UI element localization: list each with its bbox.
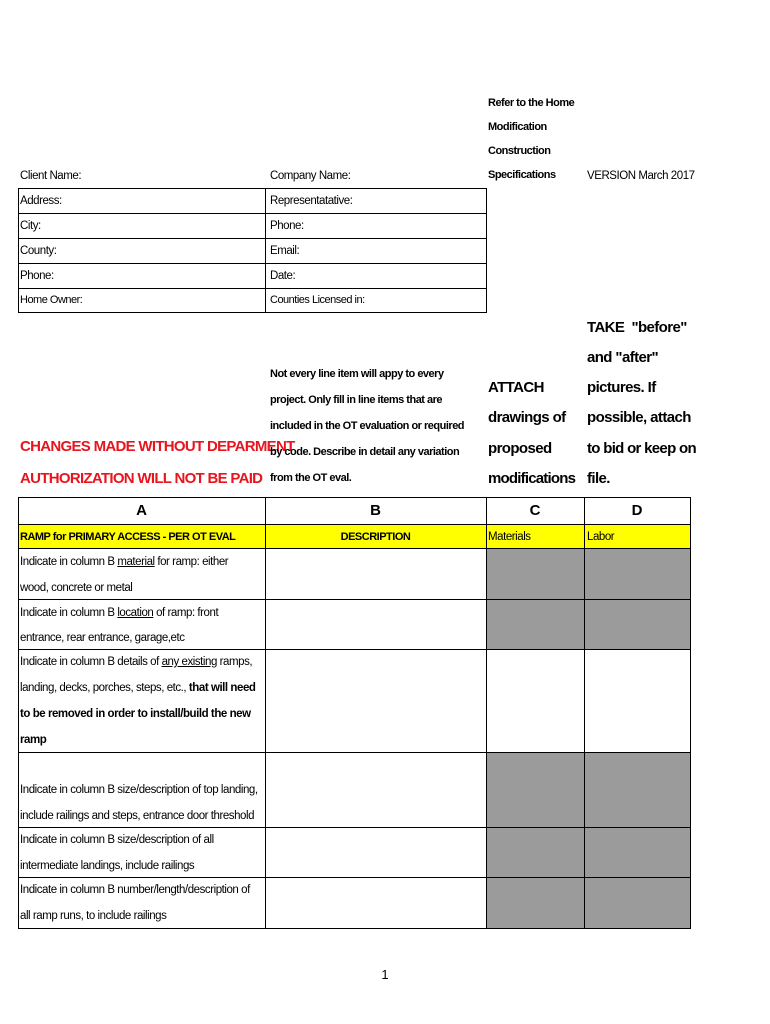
refer-note-line: Refer to the Home	[488, 97, 575, 109]
date-label: Date:	[270, 270, 296, 282]
row-intermediate-line: intermediate landings, include railings	[20, 860, 195, 872]
description-header: DESCRIPTION	[340, 531, 411, 543]
note-b-line: from the OT eval.	[270, 472, 352, 484]
row-existing-line: Indicate in column B details of any existing ramps,	[20, 656, 253, 668]
col-letter-d: D	[631, 502, 643, 519]
col-letter-b: B	[370, 502, 381, 519]
materials-cell-existing[interactable]	[487, 650, 583, 751]
labor-header: Labor	[587, 531, 615, 543]
note-d-line: to bid or keep on	[587, 440, 696, 457]
row-existing-line: ramp	[20, 734, 47, 746]
note-d-line: pictures. If	[587, 379, 656, 396]
representative-label: Representatative:	[270, 195, 353, 207]
address-label: Address:	[20, 195, 62, 207]
row-top-landing-line: Indicate in column B size/description of top landing,	[20, 784, 258, 796]
note-c-line: ATTACH	[488, 379, 544, 396]
note-b-line: Not every line item will appy to every	[270, 368, 444, 380]
county-label: County:	[20, 245, 57, 257]
description-cell-location[interactable]	[266, 600, 485, 648]
note-c-line: modifications	[488, 470, 576, 487]
note-d-line: and "after"	[587, 349, 658, 366]
description-cell-ramp-runs[interactable]	[266, 878, 485, 927]
row-location-line: Indicate in column B location of ramp: front	[20, 607, 219, 619]
note-d-line: possible, attach	[587, 409, 691, 426]
description-cell-existing[interactable]	[266, 650, 485, 751]
description-cell-top-landing[interactable]	[266, 753, 485, 826]
row-ramp-runs-line: all ramp runs, to include railings	[20, 910, 167, 922]
note-c-line: proposed	[488, 440, 552, 457]
row-intermediate-line: Indicate in column B size/description of all	[20, 834, 214, 846]
refer-note-line: Modification	[488, 121, 547, 133]
version-label: VERSION March 2017	[587, 170, 695, 182]
company-name-label: Company Name:	[270, 170, 351, 182]
warning-line: CHANGES MADE WITHOUT DEPARMENT	[20, 438, 295, 455]
note-d-line: TAKE "before"	[587, 319, 687, 336]
city-label: City:	[20, 220, 41, 232]
page-number: 1	[381, 967, 389, 982]
home-owner-label: Home Owner:	[20, 294, 83, 306]
section-title: RAMP for PRIMARY ACCESS - PER OT EVAL	[20, 531, 236, 543]
col-letter-c: C	[529, 502, 541, 519]
row-existing-line: to be removed in order to install/build the new	[20, 708, 251, 720]
client-name-label: Client Name:	[20, 170, 82, 182]
row-existing-line: landing, decks, porches, steps, etc., that will need	[20, 682, 256, 694]
row-ramp-runs-line: Indicate in column B number/length/description of	[20, 884, 250, 896]
description-cell-material[interactable]	[266, 549, 485, 598]
description-cell-intermediate[interactable]	[266, 828, 485, 876]
row-material-line: Indicate in column B material for ramp: either	[20, 556, 229, 568]
note-b-line: by code. Describe in detail any variation	[270, 446, 460, 458]
shaded-cell	[486, 752, 690, 928]
row-top-landing-line: include railings and steps, entrance door threshold	[20, 810, 255, 822]
labor-cell-existing[interactable]	[585, 650, 689, 751]
company-phone-label: Phone:	[270, 220, 304, 232]
warning-line: AUTHORIZATION WILL NOT BE PAID	[20, 470, 263, 487]
counties-licensed-label: Counties Licensed in:	[270, 294, 365, 306]
note-b-line: included in the OT evaluation or required	[270, 420, 465, 432]
row-material-line: wood, concrete or metal	[20, 582, 133, 594]
note-d-line: file.	[587, 470, 610, 487]
note-b-line: project. Only fill in line items that are	[270, 394, 443, 406]
materials-header: Materials	[488, 531, 531, 543]
client-phone-label: Phone:	[20, 270, 54, 282]
refer-note-line: Construction	[488, 145, 551, 157]
row-location-line: entrance, rear entrance, garage,etc	[20, 632, 185, 644]
col-letter-a: A	[136, 502, 147, 519]
note-c-line: drawings of	[488, 409, 566, 426]
refer-note-line: Specifications	[488, 169, 556, 181]
email-label: Email:	[270, 245, 300, 257]
